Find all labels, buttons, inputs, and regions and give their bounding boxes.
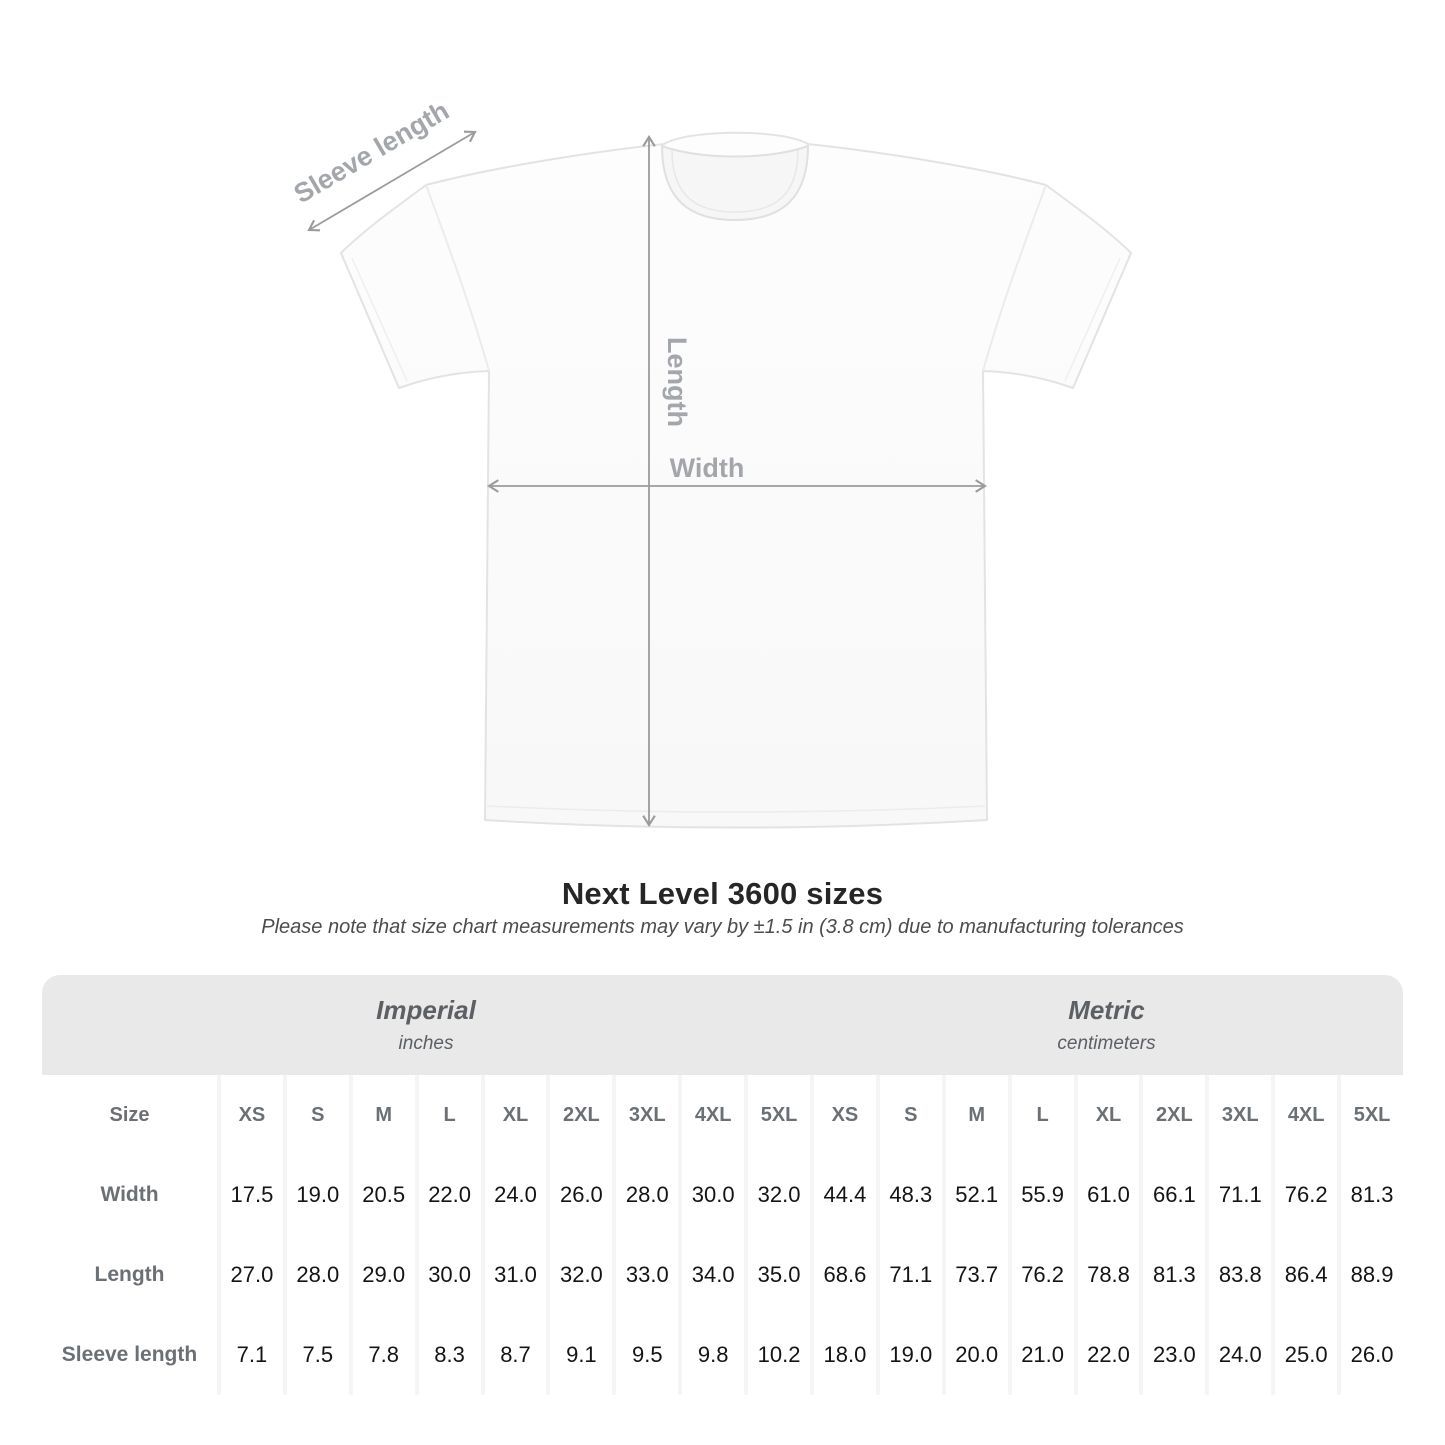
value-cell: 73.7 — [942, 1235, 1008, 1315]
value-cell: 81.3 — [1139, 1235, 1205, 1315]
value-cell: 68.6 — [810, 1235, 876, 1315]
value-cell: 86.4 — [1271, 1235, 1337, 1315]
size-header-cell: 3XL — [1205, 1075, 1271, 1155]
size-header-cell: 5XL — [1337, 1075, 1403, 1155]
row-label-sleeve-length: Sleeve length — [61, 1343, 198, 1366]
value-cell: 71.1 — [1205, 1155, 1271, 1235]
value-cell: 88.9 — [1337, 1235, 1403, 1315]
row-label-width: Width — [100, 1183, 159, 1206]
tolerance-note: Please note that size chart measurements may vary by ±1.5 in (3.8 cm) due to manufacturing tolerances — [261, 916, 1184, 938]
size-header-cell: L — [415, 1075, 481, 1155]
value-cell: 24.0 — [481, 1155, 547, 1235]
value-cell: 52.1 — [942, 1155, 1008, 1235]
value-cell: 25.0 — [1271, 1315, 1337, 1395]
value-cell: 61.0 — [1074, 1155, 1140, 1235]
size-header-cell: 4XL — [678, 1075, 744, 1155]
size-header-cell: 2XL — [546, 1075, 612, 1155]
value-cell: 28.0 — [612, 1155, 678, 1235]
length-label: Length — [662, 337, 692, 427]
size-header-cell: L — [1008, 1075, 1074, 1155]
value-cell: 10.2 — [744, 1315, 810, 1395]
value-cell: 9.1 — [546, 1315, 612, 1395]
value-cell: 22.0 — [415, 1155, 481, 1235]
value-cell: 30.0 — [678, 1155, 744, 1235]
value-cell: 9.8 — [678, 1315, 744, 1395]
size-table — [42, 975, 1403, 1395]
imperial-group-header — [42, 975, 810, 1075]
size-header-cell: XS — [810, 1075, 876, 1155]
value-cell: 21.0 — [1008, 1315, 1074, 1395]
value-cell: 28.0 — [283, 1235, 349, 1315]
value-cell: 44.4 — [810, 1155, 876, 1235]
value-cell: 26.0 — [1337, 1315, 1403, 1395]
size-header-cell: XL — [481, 1075, 547, 1155]
value-cell: 8.7 — [481, 1315, 547, 1395]
size-header-cell: M — [942, 1075, 1008, 1155]
metric-units: centimeters — [1057, 1033, 1156, 1054]
value-cell: 33.0 — [612, 1235, 678, 1315]
sleeve-length-label: Sleeve length — [288, 95, 455, 210]
value-cell: 19.0 — [876, 1315, 942, 1395]
value-cell: 35.0 — [744, 1235, 810, 1315]
width-label: Width — [669, 453, 745, 483]
value-cell: 30.0 — [415, 1235, 481, 1315]
metric-group-header — [810, 975, 1403, 1075]
value-cell: 55.9 — [1008, 1155, 1074, 1235]
size-header-cell: M — [349, 1075, 415, 1155]
size-header-cell: 5XL — [744, 1075, 810, 1155]
value-cell: 76.2 — [1271, 1155, 1337, 1235]
value-cell: 7.8 — [349, 1315, 415, 1395]
value-cell: 81.3 — [1337, 1155, 1403, 1235]
value-cell: 78.8 — [1074, 1235, 1140, 1315]
value-cell: 17.5 — [217, 1155, 283, 1235]
row-label-length: Length — [94, 1263, 165, 1286]
value-cell: 26.0 — [546, 1155, 612, 1235]
value-cell: 83.8 — [1205, 1235, 1271, 1315]
value-cell: 20.5 — [349, 1155, 415, 1235]
value-cell: 29.0 — [349, 1235, 415, 1315]
value-cell: 34.0 — [678, 1235, 744, 1315]
value-cell: 9.5 — [612, 1315, 678, 1395]
size-header-cell: S — [283, 1075, 349, 1155]
size-header-cell: 2XL — [1139, 1075, 1205, 1155]
metric-title: Metric — [1068, 995, 1145, 1025]
value-cell: 18.0 — [810, 1315, 876, 1395]
value-cell: 23.0 — [1139, 1315, 1205, 1395]
size-column-header: Size — [109, 1103, 150, 1126]
size-header-cell: XS — [217, 1075, 283, 1155]
value-cell: 20.0 — [942, 1315, 1008, 1395]
page-title: Next Level 3600 sizes — [561, 876, 884, 911]
size-header-cell: 3XL — [612, 1075, 678, 1155]
value-cell: 22.0 — [1074, 1315, 1140, 1395]
value-cell: 66.1 — [1139, 1155, 1205, 1235]
value-cell: 7.5 — [283, 1315, 349, 1395]
value-cell: 8.3 — [415, 1315, 481, 1395]
size-header-cell: S — [876, 1075, 942, 1155]
value-cell: 7.1 — [217, 1315, 283, 1395]
value-cell: 19.0 — [283, 1155, 349, 1235]
value-cell: 48.3 — [876, 1155, 942, 1235]
value-cell: 27.0 — [217, 1235, 283, 1315]
value-cell: 32.0 — [744, 1155, 810, 1235]
imperial-title: Imperial — [376, 995, 476, 1025]
size-header-cell: XL — [1074, 1075, 1140, 1155]
value-cell: 76.2 — [1008, 1235, 1074, 1315]
value-cell: 31.0 — [481, 1235, 547, 1315]
value-cell: 71.1 — [876, 1235, 942, 1315]
imperial-units: inches — [398, 1033, 454, 1054]
value-cell: 24.0 — [1205, 1315, 1271, 1395]
value-cell: 32.0 — [546, 1235, 612, 1315]
size-header-cell: 4XL — [1271, 1075, 1337, 1155]
